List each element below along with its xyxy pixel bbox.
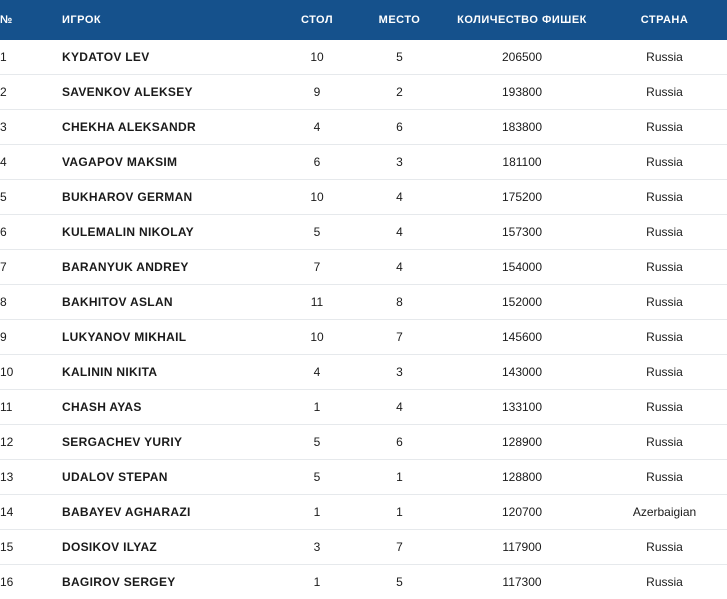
cell-table: 5 <box>277 460 357 495</box>
cell-table: 10 <box>277 180 357 215</box>
cell-chips: 117300 <box>442 565 602 599</box>
cell-country: Russia <box>602 425 727 460</box>
cell-player: BAKHITOV ASLAN <box>62 285 277 320</box>
cell-country: Russia <box>602 250 727 285</box>
column-header-table: СТОЛ <box>277 0 357 40</box>
cell-place: 3 <box>357 355 442 390</box>
cell-player: BARANYUK ANDREY <box>62 250 277 285</box>
cell-chips: 183800 <box>442 110 602 145</box>
cell-country: Russia <box>602 180 727 215</box>
cell-player: BABAYEV AGHARAZI <box>62 495 277 530</box>
table-row[interactable] <box>0 565 727 599</box>
cell-country: Azerbaigian <box>602 495 727 530</box>
table-row[interactable] <box>0 530 727 565</box>
cell-country: Russia <box>602 75 727 110</box>
cell-rank: 7 <box>0 250 62 285</box>
cell-country: Russia <box>602 390 727 425</box>
cell-rank: 3 <box>0 110 62 145</box>
cell-player: KALININ NIKITA <box>62 355 277 390</box>
cell-place: 4 <box>357 390 442 425</box>
table-row[interactable] <box>0 75 727 110</box>
cell-place: 8 <box>357 285 442 320</box>
cell-rank: 5 <box>0 180 62 215</box>
cell-player: KYDATOV LEV <box>62 40 277 75</box>
cell-place: 6 <box>357 110 442 145</box>
cell-player: VAGAPOV MAKSIM <box>62 145 277 180</box>
cell-chips: 117900 <box>442 530 602 565</box>
cell-table: 10 <box>277 320 357 355</box>
cell-country: Russia <box>602 110 727 145</box>
cell-table: 4 <box>277 110 357 145</box>
cell-rank: 11 <box>0 390 62 425</box>
cell-rank: 16 <box>0 565 62 599</box>
cell-country: Russia <box>602 40 727 75</box>
column-header-chips: КОЛИЧЕСТВО ФИШЕК <box>442 0 602 40</box>
cell-rank: 2 <box>0 75 62 110</box>
cell-table: 9 <box>277 75 357 110</box>
cell-chips: 181100 <box>442 145 602 180</box>
cell-chips: 128800 <box>442 460 602 495</box>
column-header-player: ИГРОК <box>62 0 277 40</box>
cell-rank: 14 <box>0 495 62 530</box>
cell-chips: 193800 <box>442 75 602 110</box>
cell-chips: 120700 <box>442 495 602 530</box>
table-row[interactable] <box>0 425 727 460</box>
cell-place: 2 <box>357 75 442 110</box>
cell-table: 3 <box>277 530 357 565</box>
cell-place: 7 <box>357 320 442 355</box>
cell-place: 4 <box>357 215 442 250</box>
column-header-country: СТРАНА <box>602 0 727 40</box>
table-row[interactable] <box>0 495 727 530</box>
cell-table: 1 <box>277 565 357 599</box>
cell-table: 7 <box>277 250 357 285</box>
cell-table: 6 <box>277 145 357 180</box>
cell-player: LUKYANOV MIKHAIL <box>62 320 277 355</box>
table-row[interactable] <box>0 355 727 390</box>
cell-chips: 175200 <box>442 180 602 215</box>
cell-rank: 13 <box>0 460 62 495</box>
cell-chips: 143000 <box>442 355 602 390</box>
cell-player: KULEMALIN NIKOLAY <box>62 215 277 250</box>
table-row[interactable] <box>0 390 727 425</box>
cell-table: 1 <box>277 390 357 425</box>
cell-rank: 6 <box>0 215 62 250</box>
cell-chips: 133100 <box>442 390 602 425</box>
table-row[interactable] <box>0 320 727 355</box>
table-row[interactable] <box>0 110 727 145</box>
cell-chips: 145600 <box>442 320 602 355</box>
cell-country: Russia <box>602 530 727 565</box>
cell-place: 5 <box>357 565 442 599</box>
table-row[interactable] <box>0 40 727 75</box>
cell-rank: 8 <box>0 285 62 320</box>
cell-chips: 157300 <box>442 215 602 250</box>
cell-player: SERGACHEV YURIY <box>62 425 277 460</box>
table-row[interactable] <box>0 215 727 250</box>
table-header <box>0 0 727 40</box>
cell-chips: 128900 <box>442 425 602 460</box>
cell-chips: 154000 <box>442 250 602 285</box>
table-body <box>0 40 727 599</box>
cell-country: Russia <box>602 320 727 355</box>
cell-country: Russia <box>602 145 727 180</box>
cell-rank: 9 <box>0 320 62 355</box>
cell-table: 5 <box>277 215 357 250</box>
cell-chips: 206500 <box>442 40 602 75</box>
cell-country: Russia <box>602 460 727 495</box>
cell-rank: 1 <box>0 40 62 75</box>
cell-table: 10 <box>277 40 357 75</box>
cell-table: 5 <box>277 425 357 460</box>
cell-player: SAVENKOV ALEKSEY <box>62 75 277 110</box>
cell-player: UDALOV STEPAN <box>62 460 277 495</box>
table-row[interactable] <box>0 145 727 180</box>
cell-table: 1 <box>277 495 357 530</box>
cell-player: CHASH AYAS <box>62 390 277 425</box>
cell-place: 4 <box>357 180 442 215</box>
cell-place: 5 <box>357 40 442 75</box>
cell-country: Russia <box>602 285 727 320</box>
cell-player: DOSIKOV ILYAZ <box>62 530 277 565</box>
cell-player: BUKHAROV GERMAN <box>62 180 277 215</box>
cell-place: 6 <box>357 425 442 460</box>
table-row[interactable] <box>0 250 727 285</box>
cell-rank: 15 <box>0 530 62 565</box>
cell-player: CHEKHA ALEKSANDR <box>62 110 277 145</box>
cell-rank: 10 <box>0 355 62 390</box>
cell-place: 4 <box>357 250 442 285</box>
cell-country: Russia <box>602 565 727 599</box>
cell-place: 1 <box>357 460 442 495</box>
cell-table: 4 <box>277 355 357 390</box>
cell-rank: 4 <box>0 145 62 180</box>
cell-place: 3 <box>357 145 442 180</box>
cell-rank: 12 <box>0 425 62 460</box>
column-header-rank: № <box>0 0 62 40</box>
table-row[interactable] <box>0 460 727 495</box>
cell-country: Russia <box>602 355 727 390</box>
table-row[interactable] <box>0 180 727 215</box>
table-header-row <box>0 0 727 40</box>
cell-place: 1 <box>357 495 442 530</box>
cell-chips: 152000 <box>442 285 602 320</box>
cell-player: BAGIROV SERGEY <box>62 565 277 599</box>
table-row[interactable] <box>0 285 727 320</box>
cell-country: Russia <box>602 215 727 250</box>
cell-place: 7 <box>357 530 442 565</box>
column-header-place: МЕСТО <box>357 0 442 40</box>
cell-table: 11 <box>277 285 357 320</box>
